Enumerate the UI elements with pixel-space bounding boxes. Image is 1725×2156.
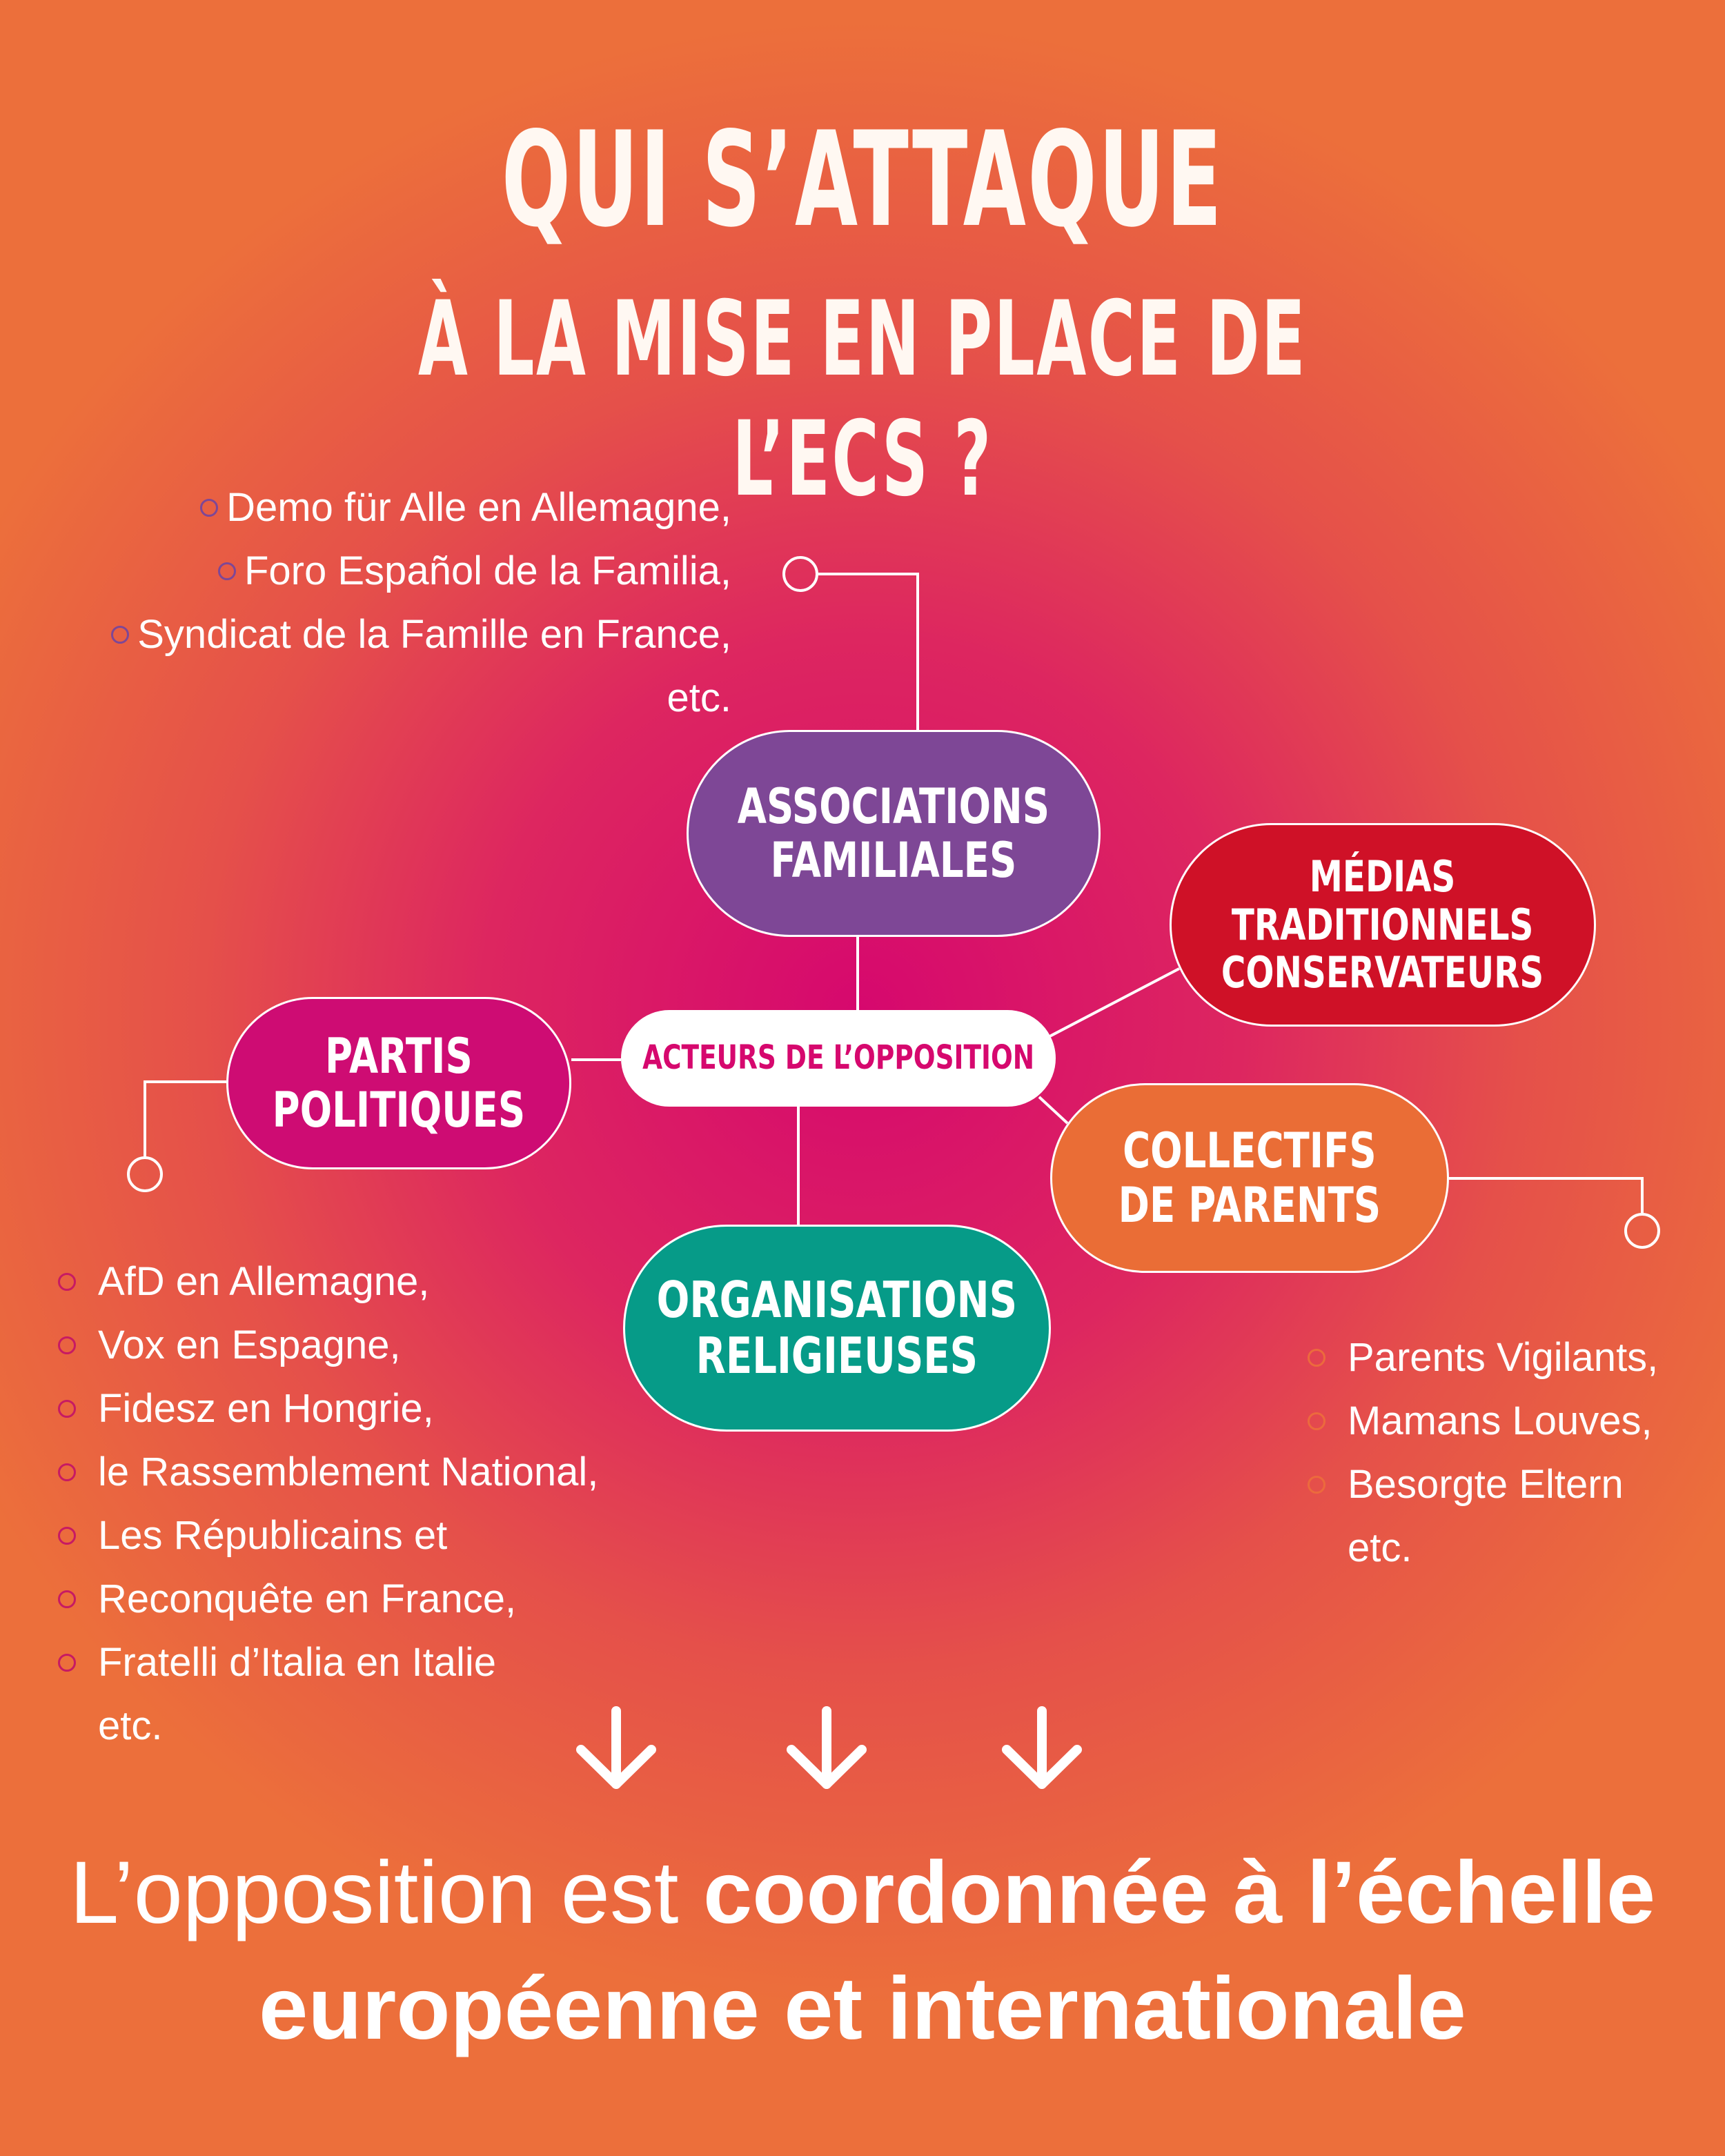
- node-label: ASSOCIATIONS: [737, 778, 1050, 835]
- list-item: Fratelli d’Italia en Italie: [58, 1631, 598, 1694]
- list-item: Fidesz en Hongrie,: [58, 1377, 598, 1441]
- node-label: CONSERVATEURS: [1221, 947, 1544, 998]
- conclusion-light: L’opposition est: [70, 1843, 703, 1942]
- node-label: ACTEURS DE L’OPPOSITION: [642, 1038, 1035, 1078]
- list-item: Foro Español de la Familia,: [111, 540, 731, 603]
- connector-collectifs-list: [1449, 1178, 1642, 1213]
- conclusion-bold-1: coordonnée à l’échelle: [703, 1843, 1655, 1942]
- connector-end-circle-associations: [784, 557, 817, 591]
- node-label: DE PARENTS: [1118, 1176, 1381, 1234]
- circle-bullet-icon: [111, 626, 129, 644]
- node-partis-politiques: [226, 997, 571, 1169]
- list-item: Demo für Alle en Allemagne,: [111, 476, 731, 540]
- connector-media-center: [1042, 969, 1179, 1040]
- circle-bullet-icon: [218, 562, 236, 580]
- node-associations-familiales: [687, 730, 1101, 937]
- node-label: MÉDIAS: [1310, 851, 1456, 902]
- node-acteurs-opposition: [621, 1010, 1056, 1107]
- conclusion-bold-2: européenne et internationale: [259, 1959, 1466, 2058]
- conclusion-text: [0, 1835, 1725, 2067]
- circle-bullet-icon: [58, 1400, 76, 1418]
- title-line-1: QUI S’ATTAQUE: [501, 103, 1224, 256]
- list-item: Les Républicains et: [58, 1504, 598, 1567]
- node-label: COLLECTIFS: [1123, 1122, 1377, 1180]
- circle-bullet-icon: [1308, 1476, 1325, 1494]
- circle-bullet-icon: [58, 1654, 76, 1672]
- node-collectifs-parents: [1050, 1083, 1449, 1273]
- list-item: Vox en Espagne,: [58, 1314, 598, 1377]
- circle-bullet-icon: [1308, 1349, 1325, 1367]
- node-organisations-religieuses: [623, 1225, 1051, 1432]
- circle-bullet-icon: [58, 1273, 76, 1291]
- connector-end-circle-partis: [128, 1158, 161, 1191]
- list-item: le Rassemblement National,: [58, 1441, 598, 1504]
- circle-bullet-icon: [58, 1590, 76, 1608]
- list-item: Syndicat de la Famille en France,: [111, 603, 731, 666]
- circle-bullet-icon: [58, 1527, 76, 1545]
- list-item: Reconquête en France,: [58, 1567, 598, 1631]
- circle-bullet-icon: [1308, 1412, 1325, 1430]
- conclusion-line-1: [0, 1835, 1725, 1951]
- circle-bullet-icon: [200, 499, 218, 517]
- list-item: Besorgte Eltern: [1308, 1453, 1658, 1516]
- connector-collectifs-center: [1039, 1097, 1067, 1123]
- node-label: RELIGIEUSES: [696, 1327, 978, 1385]
- connector-associations-list: [818, 574, 918, 730]
- list-item: Parents Vigilants,: [1308, 1326, 1658, 1389]
- down-arrow-icon: [997, 1704, 1087, 1794]
- list-item: etc.: [98, 1703, 163, 1748]
- connector-partis-list: [145, 1082, 226, 1156]
- node-label: ORGANISATIONS: [656, 1271, 1018, 1329]
- list-item: Mamans Louves,: [1308, 1389, 1658, 1453]
- node-label: POLITIQUES: [272, 1082, 526, 1138]
- list-collectifs: [1308, 1326, 1658, 1580]
- list-associations: [111, 476, 731, 730]
- node-medias-conservateurs: [1170, 823, 1596, 1027]
- node-label: FAMILIALES: [770, 832, 1017, 889]
- list-item: etc.: [1348, 1525, 1412, 1570]
- circle-bullet-icon: [58, 1463, 76, 1481]
- circle-bullet-icon: [58, 1336, 76, 1354]
- node-label: PARTIS: [325, 1027, 473, 1085]
- down-arrow-icon: [782, 1704, 871, 1794]
- list-partis: [58, 1250, 598, 1758]
- list-item: AfD en Allemagne,: [58, 1250, 598, 1314]
- node-label: TRADITIONNELS: [1232, 899, 1534, 950]
- list-item: etc.: [667, 675, 731, 720]
- down-arrow-icon: [571, 1704, 661, 1794]
- title-line-2: À LA MISE EN PLACE DE L’ECS ?: [417, 279, 1308, 520]
- connector-end-circle-collectifs: [1626, 1214, 1659, 1247]
